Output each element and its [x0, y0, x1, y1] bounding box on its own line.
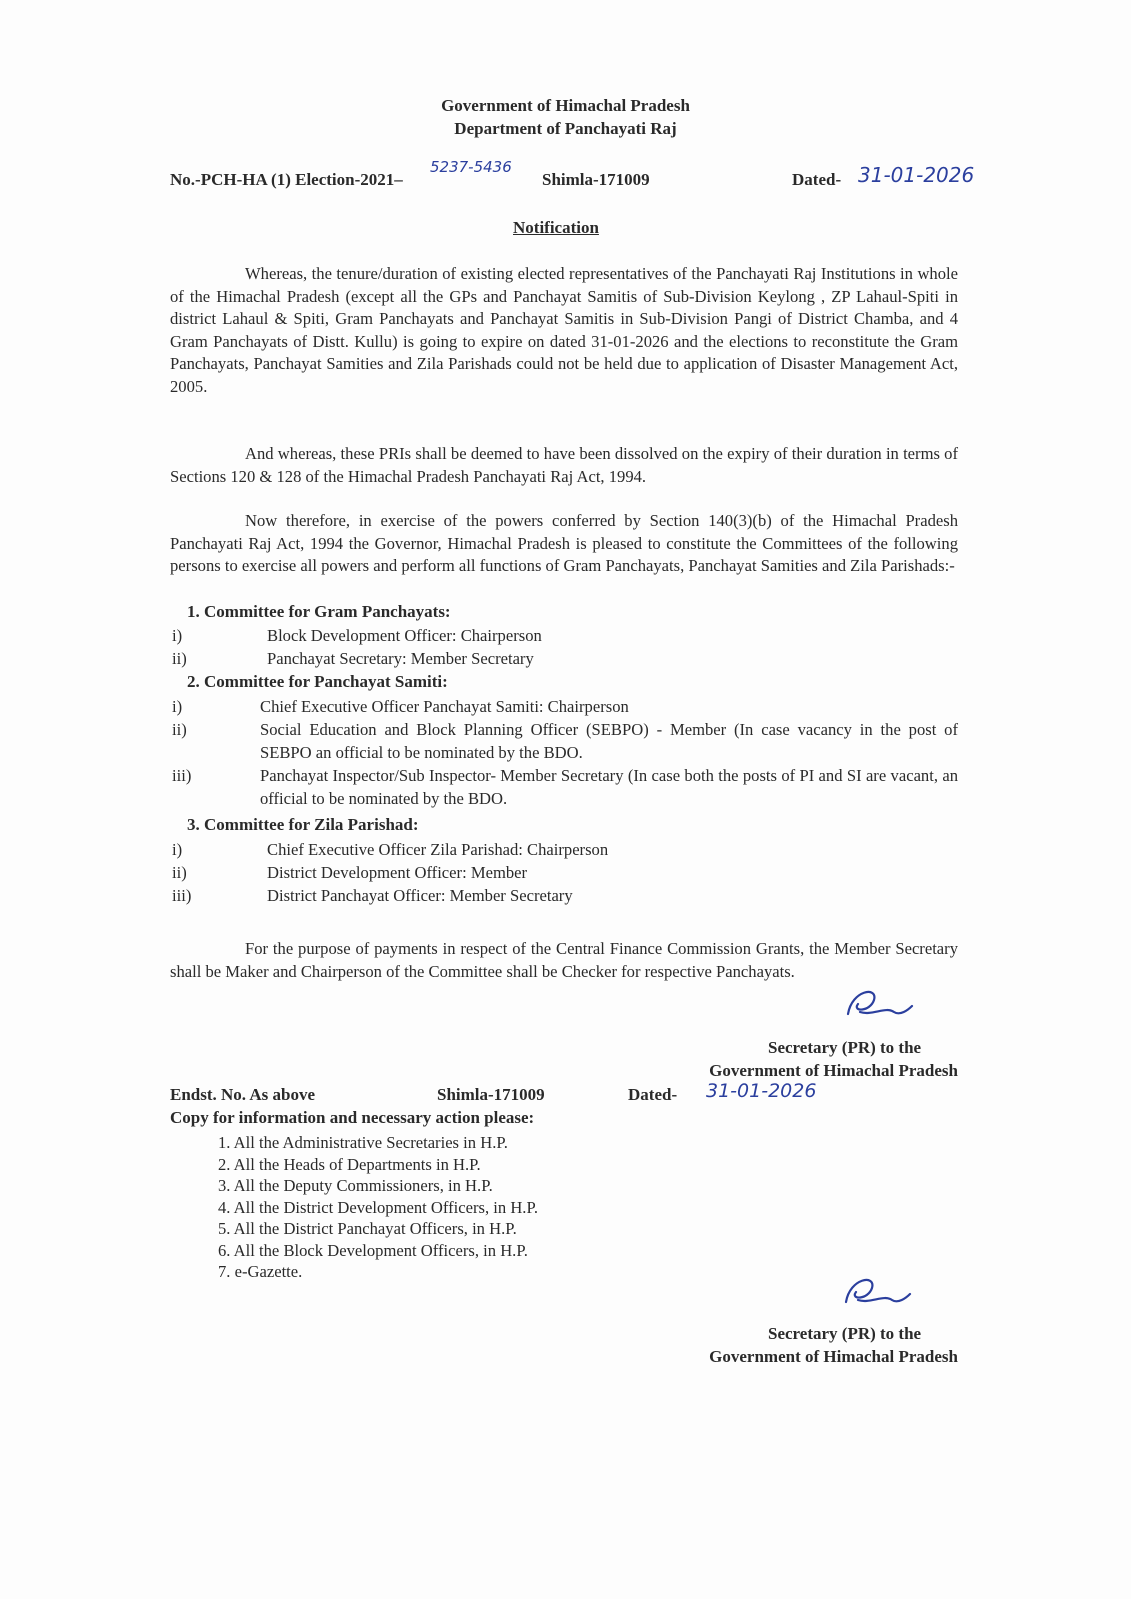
- endorsement-number: Endst. No. As above: [170, 1085, 316, 1104]
- header-dated-label: Dated-: [792, 170, 842, 189]
- committee-member: [172, 625, 958, 648]
- signatory-line1-bottom: Secretary (PR) to the: [768, 1324, 922, 1343]
- recipient-item: 2. All the Heads of Departments in H.P.: [218, 1154, 481, 1174]
- header-dated-handwritten: 31-01-2026: [858, 163, 975, 187]
- committee-member: [172, 862, 958, 885]
- member-text: Panchayat Secretary: Member Secretary: [267, 649, 534, 668]
- committee-member: [172, 696, 958, 719]
- member-text: District Development Officer: Member: [267, 863, 528, 882]
- member-text: District Panchayat Officer: Member Secretary: [267, 886, 573, 905]
- member-text: Block Development Officer: Chairperson: [267, 626, 542, 645]
- notification-title: Notification: [513, 218, 599, 237]
- signatory-line2-bottom: Government of Himachal Pradesh: [709, 1347, 958, 1366]
- member-text: Social Education and Block Planning Officer (SEBPO) - Member (In case vacancy in the post of SEBPO an official to be nominated by the BDO.: [260, 720, 958, 762]
- reference-number-handwritten: 5237-5436: [430, 158, 512, 176]
- recipient-item: 4. All the District Development Officers, in H.P.: [218, 1197, 538, 1217]
- committee-zila-parishad-heading: 3. Committee for Zila Parishad:: [187, 815, 419, 834]
- member-number: i): [172, 840, 183, 859]
- paragraph-payments: For the purpose of payments in respect of the Central Finance Commission Grants, the Member Secretary shall be Maker and Chairperson of the Committee shall be Checker for respective Panchayats.: [170, 939, 958, 981]
- endorsement-dated-handwritten: 31-01-2026: [706, 1080, 817, 1102]
- department-heading: Department of Panchayati Raj: [454, 119, 677, 138]
- endorsement-dated-label: Dated-: [628, 1085, 678, 1104]
- member-text: Chief Executive Officer Zila Parishad: Chairperson: [267, 840, 609, 859]
- member-number: ii): [172, 863, 187, 882]
- member-number: iii): [172, 766, 192, 785]
- member-number: i): [172, 626, 183, 645]
- member-text: Panchayat Inspector/Sub Inspector- Member Secretary (In case both the posts of PI and SI are vacant, an official to be nominated by the BDO.: [260, 766, 958, 808]
- member-number: iii): [172, 886, 192, 905]
- paragraph-now-therefore: Now therefore, in exercise of the powers conferred by Section 140(3)(b) of the Himachal Pradesh Panchayati Raj Act, 1994 the Governor, Himachal Pradesh is pleased to constitute the Committees of the following persons to exercise all powers and perform all functions of Gram Panchayats, Panchayat Samities and Zila Parishads:-: [170, 511, 958, 575]
- recipient-item: 3. All the Deputy Commissioners, in H.P.: [218, 1176, 493, 1195]
- committee-member: [172, 885, 958, 908]
- recipient-item: 1. All the Administrative Secretaries in H.P.: [218, 1133, 508, 1152]
- committee-member: [172, 648, 958, 671]
- committee-gram-panchayat-heading: 1. Committee for Gram Panchayats:: [187, 602, 451, 621]
- member-text: Chief Executive Officer Panchayat Samiti: Chairperson: [260, 697, 629, 716]
- recipient-item: 5. All the District Panchayat Officers, in H.P.: [218, 1219, 517, 1238]
- signature-mark: [836, 1270, 916, 1314]
- committee-member: [172, 765, 958, 810]
- recipient-list: [218, 1132, 538, 1283]
- copy-heading: Copy for information and necessary action please:: [170, 1108, 535, 1127]
- signatory-line1: Secretary (PR) to the: [768, 1038, 922, 1057]
- member-number: ii): [172, 720, 187, 739]
- paragraph-whereas: Whereas, the tenure/duration of existing elected representatives of the Panchayati Raj Institutions in whole of the Himachal Pradesh (except all the GPs and Panchayat Samitis of Sub-Division Keylong , ZP Lahaul-Spiti in district Lahaul & Spiti, Gram Panchayats and Panchayat Samitis in Sub-Division Pangi of District Chamba, and 4 Gram Panchayats of Distt. Kullu) is going to expire on dated 31-01-2026 and the elections to reconstitute the Gram Panchayats, Panchayat Samities and Zila Parishads could not be held due to application of Disaster Management Act, 2005.: [170, 264, 958, 396]
- committee-member: [172, 839, 958, 862]
- committee-member: [172, 719, 958, 764]
- paragraph-and-whereas: And whereas, these PRIs shall be deemed to have been dissolved on the expiry of their duration in terms of Sections 120 & 128 of the Himachal Pradesh Panchayati Raj Act, 1994.: [170, 444, 958, 486]
- government-heading: Government of Himachal Pradesh: [441, 96, 690, 115]
- header-place: Shimla-171009: [542, 170, 650, 189]
- member-number: i): [172, 697, 183, 716]
- recipient-item: 6. All the Block Development Officers, in H.P.: [218, 1240, 528, 1260]
- endorsement-place: Shimla-171009: [437, 1085, 545, 1104]
- reference-number: No.-PCH-HA (1) Election-2021–: [170, 170, 403, 189]
- signatory-line2: Government of Himachal Pradesh: [709, 1061, 958, 1080]
- recipient-item: 7. e-Gazette.: [218, 1262, 303, 1281]
- member-number: ii): [172, 649, 187, 668]
- committee-panchayat-samiti-heading: 2. Committee for Panchayat Samiti:: [187, 672, 448, 691]
- signature-mark: [838, 982, 918, 1026]
